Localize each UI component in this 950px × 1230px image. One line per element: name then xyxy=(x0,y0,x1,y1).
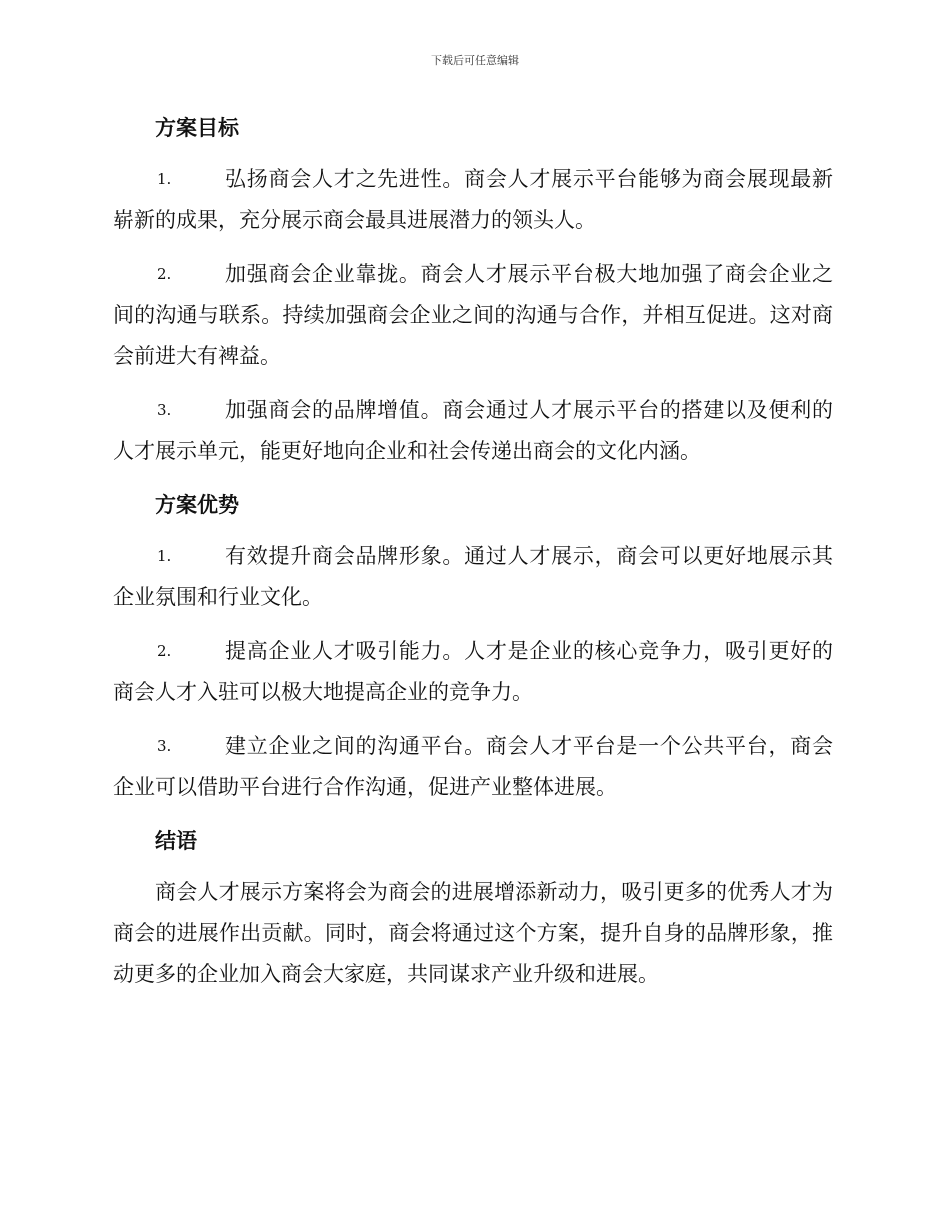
section-heading-goals: 方案目标 xyxy=(155,115,239,140)
list-item xyxy=(113,159,833,241)
list-number: 1. xyxy=(157,170,172,188)
list-item-text: 加强商会的品牌增值。商会通过人才展示平台的搭建以及便利的人才展示单元，能更好地向企业和社会传递出商会的文化内涵。 xyxy=(113,398,833,463)
list-number: 2. xyxy=(157,642,172,660)
list-item xyxy=(113,536,833,618)
list-item xyxy=(113,726,833,808)
list-item-text: 有效提升商会品牌形象。通过人才展示，商会可以更好地展示其企业氛围和行业文化。 xyxy=(113,544,833,609)
list-item-text: 加强商会企业靠拢。商会人才展示平台极大地加强了商会企业之间的沟通与联系。持续加强商会企业之间的沟通与合作，并相互促进。这对商会前进大有裨益。 xyxy=(113,262,833,368)
list-item-text: 建立企业之间的沟通平台。商会人才平台是一个公共平台，商会企业可以借助平台进行合作沟通，促进产业整体进展。 xyxy=(113,734,833,799)
list-number: 1. xyxy=(157,547,172,565)
list-number: 2. xyxy=(157,265,172,283)
list-number: 3. xyxy=(157,401,172,419)
section-heading-advantages: 方案优势 xyxy=(155,492,239,517)
conclusion-paragraph: 商会人才展示方案将会为商会的进展增添新动力，吸引更多的优秀人才为商会的进展作出贡献。同时，商会将通过这个方案，提升自身的品牌形象，推动更多的企业加入商会大家庭，共同谋求产业升级和进展。 xyxy=(113,880,833,986)
list-item-text: 弘扬商会人才之先进性。商会人才展示平台能够为商会展现最新崭新的成果，充分展示商会最具进展潜力的领头人。 xyxy=(113,167,833,232)
list-number: 3. xyxy=(157,737,172,755)
list-item-text: 提高企业人才吸引能力。人才是企业的核心竞争力，吸引更好的商会人才入驻可以极大地提高企业的竞争力。 xyxy=(113,639,833,704)
document-body xyxy=(113,108,833,995)
list-item xyxy=(113,390,833,472)
list-item xyxy=(113,631,833,713)
section-heading-conclusion: 结语 xyxy=(155,828,197,853)
page-header: 下载后可任意编辑 xyxy=(431,54,519,67)
list-item xyxy=(113,254,833,377)
